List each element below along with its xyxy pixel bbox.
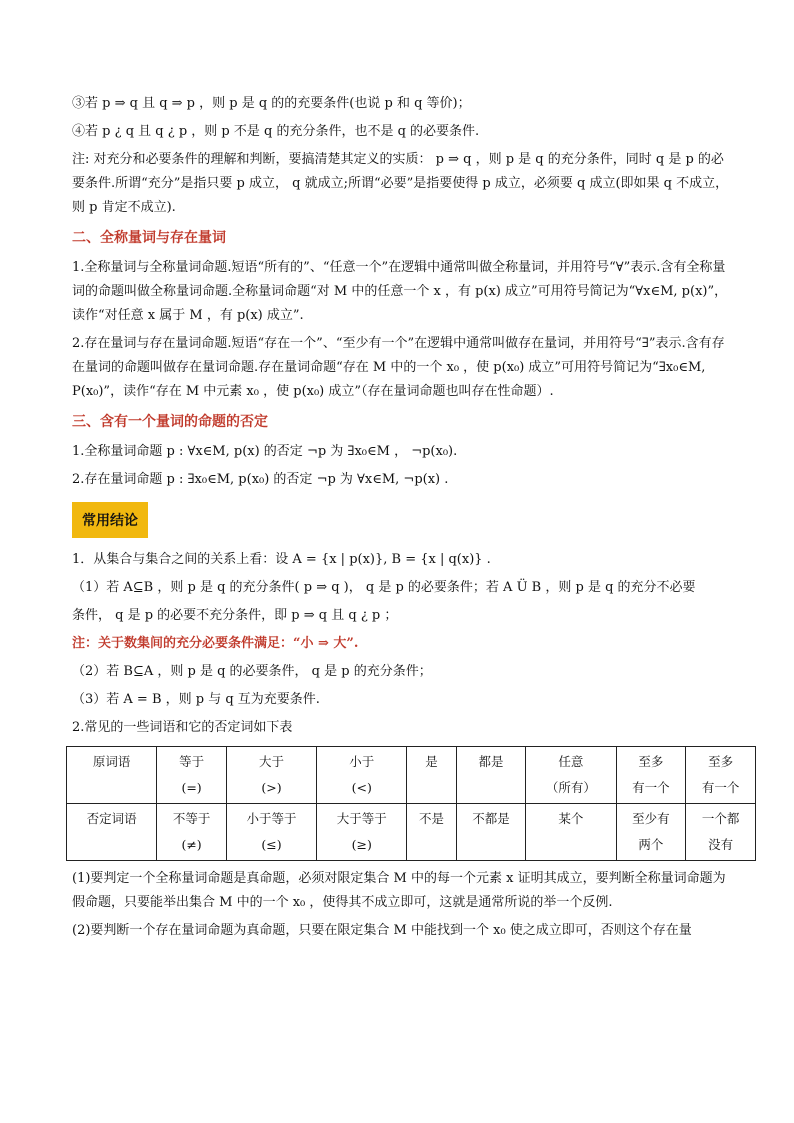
section-heading-quantifiers: 二、全称量词与存在量词 [72,230,226,246]
table-cell-text: (<) [351,780,372,795]
table-cell [526,747,616,804]
note-paragraph: 注: 对充分和必要条件的理解和判断，要搞清楚其定义的实质： p ⇒ q ，则 p 是 q 的充分条件，同时 q 是 p 的必要条件.所谓“充分”是指只要 p 成立， q 就成立;所谓“必要”是指要使得 p 成立，必须要 q 成立(即如果 q 不成立，则 p 肯定不成立). [72,152,729,215]
table-cell-text: 都是 [478,754,504,769]
table-cell-text: 至少有 [632,811,670,826]
conclusion-1-1-line1: （1）若 A⊆B ，则 p 是 q 的充分条件( p ⇒ q )， q 是 p 的必要条件；若 A Ü B ，则 p 是 q 的充分不必要 [72,580,696,595]
table-cell [456,747,526,804]
table-cell [157,747,227,804]
red-note: 注：关于数集间的充分必要条件满足：“小 ⇒ 大”. [72,636,359,651]
table-cell [616,747,686,804]
negation-existential: 2.存在量词命题 p : ∃x₀∈M, p(x₀) 的否定 ¬p 为 ∀x∈M, ¬p(x) . [72,472,449,487]
table-cell-text: 小于等于 [246,811,297,826]
existential-quantifier-paragraph: 2.存在量词与存在量词命题.短语“存在一个”、“至少有一个”在逻辑中通常叫做存在量词，并用符号“∃”表示.含有存在量词的命题叫做存在量词命题.存在量词命题“存在 M 中的一个 x₀ ，使 p(x₀) 成立”可用符号简记为“∃x₀∈M, P(x₀)”，读作“存在 M 中元素 x₀ ，使 p(x₀) 成立”（存在量词命题也叫存在性命题）. [72,336,725,399]
table-cell [67,804,157,861]
table-cell-text: (≥) [351,837,372,852]
table-cell [456,804,526,861]
negation-universal: 1.全称量词命题 p : ∀x∈M, p(x) 的否定 ¬p 为 ∃x₀∈M ， ¬p(x₀). [72,444,458,459]
judge-universal-paragraph: (1)要判定一个全称量词命题是真命题，必须对限定集合 M 中的每一个元素 x 证明其成立，要判断全称量词命题为假命题，只要能举出集合 M 中的一个 x₀ ，使得其不成立即可，这就是通常所说的举一个反例. [72,871,726,910]
table-cell [616,804,686,861]
table-cell-text: （所有） [545,780,596,795]
conclusion-2: 2.常见的一些词语和它的否定词如下表 [72,720,293,735]
table-cell-text: 不是 [418,811,444,826]
document-page [72,92,740,947]
table-cell [226,747,316,804]
table-cell [686,747,756,804]
table-cell-text: 没有 [708,837,734,852]
table-cell-text: 小于 [349,754,375,769]
table-cell-text: (=) [181,780,202,795]
table-cell-text: (≤) [261,837,282,852]
table-cell-text: 两个 [638,837,664,852]
section-heading-negation: 三、含有一个量词的命题的否定 [72,414,268,430]
table-cell-text: 否定词语 [86,811,137,826]
table-cell [67,747,157,804]
table-cell-text: 大于 [259,754,285,769]
table-cell [526,804,616,861]
condition-4: ④若 p ¿ q 且 q ¿ p ，则 p 不是 q 的充分条件，也不是 q 的必要条件. [72,124,480,139]
table-cell-text: 不都是 [472,811,510,826]
conclusion-1-2: （2）若 B⊆A ，则 p 是 q 的必要条件， q 是 p 的充分条件； [72,664,432,679]
table-cell-text: 是 [425,754,438,769]
table-cell-text: 原词语 [92,754,131,769]
table-cell-text: 任意 [558,754,584,769]
table-cell-text: (>) [261,780,282,795]
table-cell [407,747,456,804]
table-row [67,804,756,861]
condition-3: ③若 p ⇒ q 且 q ⇒ p ，则 p 是 q 的的充要条件(也说 p 和 q 等价)； [72,96,471,111]
conclusion-1-1-line2: 条件， q 是 p 的必要不充分条件，即 p ⇒ q 且 q ¿ p ； [72,608,398,623]
table-cell-text: 有一个 [632,780,670,795]
table-cell-text: 一个都 [701,811,740,826]
table-cell-text: 至多 [708,754,734,769]
common-conclusions-badge: 常用结论 [72,502,148,538]
table-row [67,747,756,804]
negation-words-table [66,746,756,861]
table-cell-text: 至多 [638,754,664,769]
table-cell [226,804,316,861]
universal-quantifier-paragraph: 1.全称量词与全称量词命题.短语“所有的”、“任意一个”在逻辑中通常叫做全称量词，并用符号“∀”表示.含有全称量词的命题叫做全称量词命题.全称量词命题“对 M 中的任意一个 x ，有 p(x) 成立”可用符号简记为“∀x∈M, p(x)”，读作“对任意 x 属于 M ，有 p(x) 成立”. [72,260,728,323]
judge-existential-paragraph: (2)要判断一个存在量词命题为真命题，只要在限定集合 M 中能找到一个 x₀ 使之成立即可，否则这个存在量 [72,923,692,938]
table-cell [317,747,407,804]
table-cell [407,804,456,861]
table-cell [157,804,227,861]
table-cell-text: 有一个 [701,780,740,795]
table-cell-text: 等于 [179,754,205,769]
conclusion-1-3: （3）若 A = B ，则 p 与 q 互为充要条件. [72,692,320,707]
table-cell [686,804,756,861]
table-cell-text: 不等于 [172,811,211,826]
table-cell [317,804,407,861]
conclusion-1: 1．从集合与集合之间的关系上看：设 A = {x | p(x)}, B = {x | q(x)} . [72,552,491,567]
table-cell-text: 某个 [558,811,584,826]
table-cell-text: 大于等于 [336,811,387,826]
table-cell-text: (≠) [181,837,202,852]
